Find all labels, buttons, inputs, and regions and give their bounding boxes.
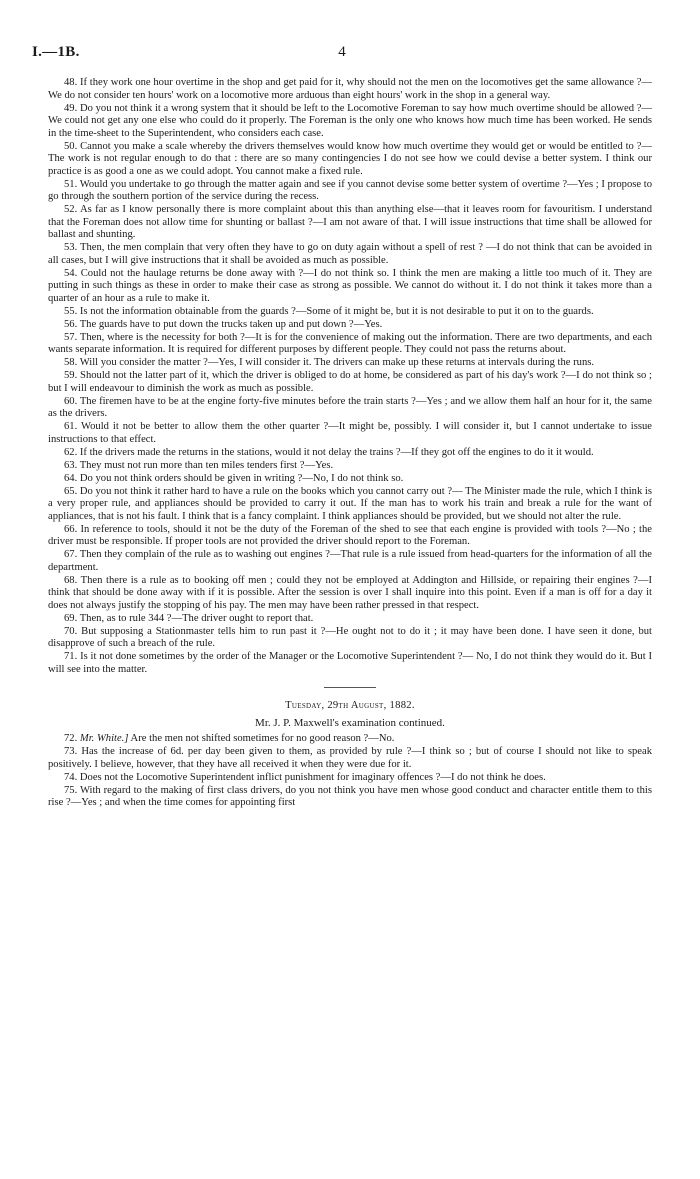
- question-paragraph: 48. If they work one hour overtime in the shop and get paid for it, why should not the men on the locomotives get the same allowance ?—We do not consider ten hours' work on a locomotive more arduous than eight hours' work in the shop in a general way.: [48, 77, 652, 101]
- document-reference: I.—1B.: [32, 44, 80, 60]
- question-paragraph: 58. Will you consider the matter ?—Yes, I will consider it. The drivers can make up these returns at intervals during the runs.: [64, 357, 595, 368]
- document-body: [48, 77, 652, 810]
- examination-questions-top: [48, 77, 652, 676]
- section-divider: [324, 687, 376, 688]
- question-paragraph: 73. Has the increase of 6d. per day been given to them, as provided by rule ?—I think so ; but of course I should not like to speak positively. I believe, however, that they have all received it when they were due for it.: [48, 746, 652, 770]
- page-number: 4: [338, 44, 346, 60]
- question-paragraph: 54. Could not the haulage returns be done away with ?—I do not think so. I think the men are making a little too much of it. They are putting in such things as these in order to make their case as strong as possible. We cannot do without it. I do not think it takes more than a quarter of an hour as a rule to make it.: [48, 267, 652, 304]
- question-paragraph: 62. If the drivers made the returns in the stations, would it not delay the trains ?—If they got off the engines to do it it would.: [64, 446, 594, 458]
- question-paragraph: 74. Does not the Locomotive Superintendent inflict punishment for imaginary offences ?—I do not think he does.: [64, 771, 546, 783]
- question-paragraph: 61. Would it not be better to allow them the other quarter ?—It might be, possibly. I will consider it, but I cannot undertake to issue instructions to that effect.: [48, 421, 652, 445]
- date-heading: Tuesday, 29th August, 1882.: [285, 700, 415, 711]
- question-paragraph: 59. Should not the latter part of it, which the driver is obliged to do at home, be considered as part of his day's work ?—I do not think so ; but I will endeavour to diminish the work as much as possible.: [48, 370, 652, 394]
- question-paragraph: 65. Do you not think it rather hard to have a rule on the books which you cannot carry out ?— The Minister made the rule, which I think is a very proper rule, and appliances should be provided to carry it out. If the man has to work his train and break a rule for the want of appliances, that is not his fault. I think that is a fancy complaint. I think appliances should be provided, but we should not alter the rule.: [48, 485, 652, 522]
- examination-subheading: Mr. J. P. Maxwell's examination continued.: [255, 717, 445, 729]
- question-paragraph: 52. As far as I know personally there is more complaint about this than anything else—that it leaves room for favouritism. I understand that the Foreman does not allow time for shunting or ballast ?—I am not aware of that. I will issue instructions that time shall be allowed for ballast and shunting.: [48, 204, 652, 240]
- question-paragraph: 51. Would you undertake to go through the matter again and see if you cannot devise some better system of overtime ?—Yes ; I propose to go through the southern portion of the service during the recess.: [48, 178, 652, 202]
- question-paragraph: 57. Then, where is the necessity for both ?—It is for the convenience of making out the information. There are two departments, and each wants separate information. It is required for different purposes by different people. They could not pass the returns about.: [48, 331, 652, 355]
- question-paragraph: 56. The guards have to put down the trucks taken up and put down ?—Yes.: [64, 318, 383, 330]
- question-paragraph: 69. Then, as to rule 344 ?—The driver ought to report that.: [64, 612, 314, 624]
- question-paragraph: 60. The firemen have to be at the engine forty-five minutes before the train starts ?—Yes ; and we allow them half an hour for it, the same as the drivers.: [48, 395, 652, 419]
- question-paragraph: 55. Is not the information obtainable from the guards ?—Some of it might be, but it is not desirable to put it on to the guards.: [64, 305, 594, 317]
- question-number: 72.: [64, 733, 78, 744]
- question-paragraph: 50. Cannot you make a scale whereby the drivers themselves would know how much overtime they would get or would be entitled to ?—The work is not regular enough to do that : there are so many contingencies I do not see how we could devise a better system. I think our practice is as good a one as we could adopt. You cannot make a fixed rule.: [48, 140, 652, 177]
- question-paragraph: 68. Then there is a rule as to booking off men ; could they not be employed at Addington and Hillside, or repairing their engines ?—I think that should be done away with if it is possible. After the session is over I shall inquire into this point. Even if a man is off for a day it does not always justify the stopping of his pay. The men may have been rather pressed in that respect.: [48, 574, 652, 611]
- question-paragraph: 75. With regard to the making of first class drivers, do you not think you have men whose good conduct and character entitle them to this rise ?—Yes ; and when the time comes for appointing first: [48, 784, 652, 808]
- question-paragraph: 71. Is it not done sometimes by the order of the Manager or the Locomotive Superintendent ?— No, I do not think they would do it. But I will see into the matter.: [48, 651, 652, 675]
- question-paragraph: 67. Then they complain of the rule as to washing out engines ?—That rule is a rule issued from head-quarters for the information of all the department.: [48, 549, 652, 573]
- page-header: [32, 44, 652, 64]
- question-paragraph: 49. Do you not think it a wrong system that it should be left to the Locomotive Foreman to say how much overtime should be allowed ?—We could not get any one else who could do it properly. The Foreman is the only one who knows how much time has been worked. He sends in the time-sheet to the Superintendent, who considers each case.: [48, 102, 652, 139]
- question-text: Are the men not shifted sometimes for no good reason ?—No.: [130, 733, 395, 744]
- question-paragraph: 66. In reference to tools, should it not be the duty of the Foreman of the shed to see that each engine is provided with tools ?—No ; the driver must be responsible. If proper tools are not provided the driver should report to the Foreman.: [48, 523, 652, 547]
- question-paragraph: 64. Do you not think orders should be given in writing ?—No, I do not think so.: [64, 472, 404, 484]
- question-paragraph-72: [48, 733, 652, 746]
- question-paragraph: 63. They must not run more than ten miles tenders first ?—Yes.: [64, 459, 334, 471]
- question-paragraph: 70. But supposing a Stationmaster tells him to run past it ?—He ought not to do it ; it may have been done. I have seen it done, but disapprove of such a breach of the rule.: [48, 625, 652, 649]
- speaker-label: Mr. White.]: [79, 733, 129, 744]
- examination-questions-bottom: [48, 746, 652, 810]
- question-paragraph: 53. Then, the men complain that very often they have to go on duty again without a spell of rest ? —I do not think that can be avoided in all cases, but I will give instructions that it shall be avoided as much as possible.: [48, 242, 652, 266]
